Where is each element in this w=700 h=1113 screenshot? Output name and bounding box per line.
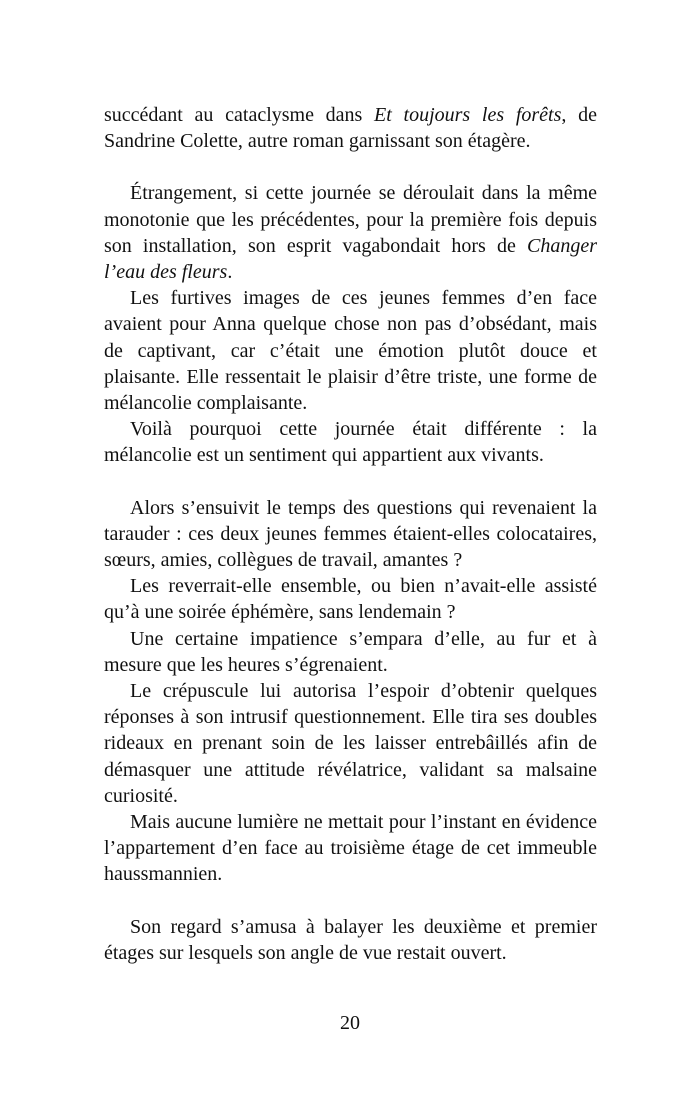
paragraph-text: , de Sandrine Colette, autre roman garnissant son étagère. <box>104 104 597 153</box>
paragraph <box>104 180 597 285</box>
page-number: 20 <box>340 1012 360 1034</box>
paragraph-text: . <box>227 261 233 284</box>
paragraph-text: succédant au cataclysme dans <box>104 104 375 126</box>
book-title: Et toujours les forêts <box>374 104 562 126</box>
paragraph-text: Étrangement, si cette journée se déroulait dans la même monotonie que les précédentes, pour la première fois depuis son installation, son esprit vagabondait hors de <box>104 182 597 257</box>
paragraph: Le crépuscule lui autorisa l’espoir d’obtenir quelques réponses à son intrusif questionnement. Elle tira ses doubles rideaux en prenant soin de les laisser entrebâillés afin de démasquer une attitude révélatrice, validant sa malsaine curiosité. <box>104 680 597 807</box>
paragraph: Une certaine impatience s’empara d’elle, au fur et à mesure que les heures s’égrenaient. <box>104 627 597 676</box>
paragraph <box>104 102 597 154</box>
paragraph: Les furtives images de ces jeunes femmes d’en face avaient pour Anna quelque chose non pas d’obsédant, mais de captivant, car c’était une émotion plutôt douce et plaisante. Elle ressentait le plaisir d’être triste, une forme de mélancolie complaisante. <box>104 287 597 415</box>
page-body-text <box>104 102 597 966</box>
book-title: Changer l’eau des fleurs <box>104 234 597 284</box>
paragraph: Voilà pourquoi cette journée était différente : la mélancolie est un sentiment qui appartient aux vivants. <box>104 418 597 467</box>
paragraph: Alors s’ensuivit le temps des questions qui revenaient la tarauder : ces deux jeunes femmes étaient-elles colocataires, sœurs, amies, collègues de travail, amantes ? <box>104 496 597 572</box>
paragraph: Son regard s’amusa à balayer les deuxième et premier étages sur lesquels son angle de vue restait ouvert. <box>104 915 597 964</box>
paragraph: Mais aucune lumière ne mettait pour l’instant en évidence l’appartement d’en face au troisième étage de cet immeuble haussmannien. <box>104 811 597 886</box>
paragraph: Les reverrait-elle ensemble, ou bien n’avait-elle assisté qu’à une soirée éphémère, sans lendemain ? <box>104 575 597 624</box>
